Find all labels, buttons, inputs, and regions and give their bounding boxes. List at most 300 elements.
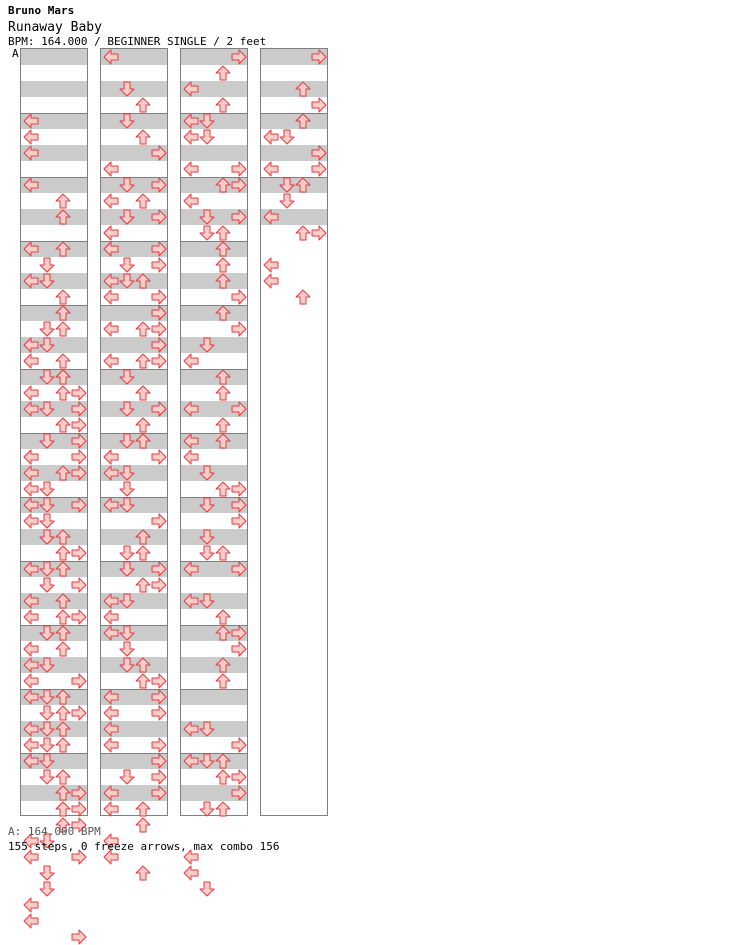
arrow-up-icon — [135, 817, 151, 833]
arrow-shape — [120, 562, 134, 576]
arrow-up-icon — [215, 625, 231, 641]
arrow-up-icon — [55, 545, 71, 561]
arrow-shape — [40, 658, 54, 672]
arrow-left-icon — [103, 161, 119, 177]
arrow-down-icon — [39, 689, 55, 705]
arrow-shape — [104, 498, 118, 512]
arrow-right-icon — [231, 513, 247, 529]
arrow-up-icon — [55, 625, 71, 641]
arrow-shape — [200, 802, 214, 816]
arrow-shape — [40, 706, 54, 720]
arrow-up-icon — [55, 241, 71, 257]
arrow-left-icon — [183, 401, 199, 417]
arrow-shape — [232, 626, 246, 640]
arrow-shape — [232, 514, 246, 528]
arrow-up-icon — [135, 97, 151, 113]
arrow-left-icon — [103, 353, 119, 369]
arrow-shape — [72, 418, 86, 432]
arrow-shape — [312, 146, 326, 160]
arrow-shape — [120, 498, 134, 512]
arrow-shape — [136, 434, 150, 448]
arrow-down-icon — [119, 273, 135, 289]
arrow-shape — [216, 434, 230, 448]
arrow-shape — [56, 530, 70, 544]
arrow-up-icon — [55, 209, 71, 225]
arrow-down-icon — [39, 401, 55, 417]
artist-name: Bruno Mars — [8, 4, 75, 17]
arrow-right-icon — [71, 801, 87, 817]
arrow-shape — [264, 258, 278, 272]
arrow-right-icon — [151, 209, 167, 225]
arrow-shape — [152, 786, 166, 800]
arrow-shape — [152, 322, 166, 336]
arrow-shape — [120, 370, 134, 384]
arrow-shape — [56, 306, 70, 320]
arrow-right-icon — [231, 785, 247, 801]
arrow-shape — [24, 274, 38, 288]
arrow-down-icon — [39, 705, 55, 721]
arrow-up-icon — [135, 577, 151, 593]
arrow-left-icon — [23, 593, 39, 609]
arrow-shape — [184, 194, 198, 208]
arrow-up-icon — [135, 433, 151, 449]
arrow-shape — [104, 594, 118, 608]
arrow-left-icon — [183, 433, 199, 449]
arrow-left-icon — [183, 113, 199, 129]
arrow-up-icon — [55, 529, 71, 545]
arrow-shape — [152, 738, 166, 752]
arrow-shape — [120, 594, 134, 608]
arrow-right-icon — [311, 97, 327, 113]
arrow-right-icon — [71, 673, 87, 689]
arrow-left-icon — [183, 753, 199, 769]
arrow-shape — [216, 802, 230, 816]
arrow-shape — [136, 418, 150, 432]
arrow-shape — [24, 610, 38, 624]
arrow-left-icon — [23, 385, 39, 401]
arrow-up-icon — [55, 417, 71, 433]
arrow-left-icon — [23, 673, 39, 689]
arrow-up-icon — [215, 273, 231, 289]
arrow-down-icon — [39, 321, 55, 337]
arrow-down-icon — [199, 529, 215, 545]
arrow-shape — [184, 562, 198, 576]
arrow-shape — [152, 258, 166, 272]
arrow-shape — [136, 322, 150, 336]
arrow-shape — [264, 162, 278, 176]
arrow-right-icon — [311, 225, 327, 241]
beat-band — [21, 305, 87, 321]
arrow-shape — [40, 402, 54, 416]
arrow-up-icon — [215, 801, 231, 817]
arrow-up-icon — [55, 801, 71, 817]
arrow-right-icon — [231, 161, 247, 177]
measure-line — [261, 113, 327, 114]
arrow-shape — [152, 770, 166, 784]
arrow-shape — [216, 770, 230, 784]
arrow-shape — [216, 370, 230, 384]
arrow-shape — [152, 674, 166, 688]
arrow-shape — [24, 514, 38, 528]
arrow-shape — [136, 546, 150, 560]
arrow-left-icon — [263, 209, 279, 225]
arrow-shape — [136, 130, 150, 144]
arrow-down-icon — [119, 465, 135, 481]
arrow-shape — [104, 466, 118, 480]
arrow-shape — [200, 498, 214, 512]
arrow-shape — [152, 306, 166, 320]
arrow-shape — [200, 546, 214, 560]
arrow-shape — [24, 674, 38, 688]
arrow-shape — [24, 242, 38, 256]
arrow-shape — [232, 642, 246, 656]
arrow-right-icon — [71, 417, 87, 433]
arrow-shape — [24, 386, 38, 400]
arrow-shape — [232, 50, 246, 64]
arrow-shape — [120, 274, 134, 288]
arrow-up-icon — [55, 385, 71, 401]
arrow-up-icon — [55, 769, 71, 785]
arrow-up-icon — [55, 705, 71, 721]
arrow-left-icon — [103, 785, 119, 801]
arrow-shape — [184, 402, 198, 416]
arrow-up-icon — [135, 353, 151, 369]
arrow-shape — [104, 274, 118, 288]
arrow-up-icon — [215, 369, 231, 385]
arrow-shape — [152, 578, 166, 592]
arrow-shape — [72, 386, 86, 400]
arrow-left-icon — [183, 865, 199, 881]
arrow-left-icon — [23, 273, 39, 289]
arrow-down-icon — [119, 545, 135, 561]
arrow-left-icon — [103, 193, 119, 209]
arrow-shape — [184, 866, 198, 880]
chart-column-1 — [20, 48, 88, 816]
arrow-shape — [40, 866, 54, 880]
arrow-shape — [104, 706, 118, 720]
arrow-shape — [24, 354, 38, 368]
arrow-shape — [40, 754, 54, 768]
arrow-down-icon — [39, 881, 55, 897]
arrow-left-icon — [23, 353, 39, 369]
step-summary: 155 steps, 0 freeze arrows, max combo 156 — [8, 840, 280, 853]
arrow-shape — [72, 402, 86, 416]
arrow-shape — [216, 754, 230, 768]
arrow-left-icon — [103, 625, 119, 641]
arrow-left-icon — [263, 257, 279, 273]
arrow-shape — [184, 594, 198, 608]
arrow-left-icon — [103, 721, 119, 737]
arrow-shape — [312, 50, 326, 64]
arrow-shape — [200, 130, 214, 144]
chart-column-3 — [180, 48, 248, 816]
arrow-shape — [24, 178, 38, 192]
bpm-legend: A: 164.000 BPM — [8, 825, 101, 838]
arrow-right-icon — [311, 161, 327, 177]
arrow-shape — [56, 594, 70, 608]
arrow-shape — [56, 802, 70, 816]
arrow-shape — [56, 642, 70, 656]
arrow-right-icon — [231, 641, 247, 657]
arrow-right-icon — [151, 321, 167, 337]
arrow-shape — [152, 690, 166, 704]
arrow-shape — [40, 722, 54, 736]
arrow-right-icon — [231, 625, 247, 641]
arrow-left-icon — [263, 129, 279, 145]
arrow-right-icon — [231, 49, 247, 65]
arrow-down-icon — [39, 737, 55, 753]
arrow-down-icon — [119, 561, 135, 577]
arrow-shape — [40, 434, 54, 448]
arrow-down-icon — [39, 577, 55, 593]
measure-line — [181, 241, 247, 242]
arrow-up-icon — [55, 721, 71, 737]
arrow-right-icon — [151, 353, 167, 369]
arrow-shape — [152, 290, 166, 304]
arrow-left-icon — [23, 657, 39, 673]
arrow-shape — [24, 482, 38, 496]
arrow-shape — [296, 178, 310, 192]
arrow-left-icon — [23, 481, 39, 497]
arrow-shape — [136, 658, 150, 672]
arrow-shape — [264, 130, 278, 144]
arrow-left-icon — [23, 721, 39, 737]
arrow-shape — [104, 226, 118, 240]
arrow-up-icon — [135, 129, 151, 145]
arrow-shape — [136, 274, 150, 288]
arrow-down-icon — [39, 865, 55, 881]
arrow-shape — [216, 306, 230, 320]
arrow-up-icon — [215, 673, 231, 689]
arrow-shape — [136, 354, 150, 368]
arrow-right-icon — [231, 401, 247, 417]
measure-line — [21, 305, 87, 306]
arrow-shape — [56, 690, 70, 704]
arrow-left-icon — [103, 609, 119, 625]
arrow-right-icon — [151, 769, 167, 785]
arrow-shape — [72, 802, 86, 816]
arrow-shape — [104, 802, 118, 816]
arrow-up-icon — [55, 353, 71, 369]
arrow-up-icon — [135, 321, 151, 337]
arrow-up-icon — [55, 465, 71, 481]
arrow-right-icon — [151, 289, 167, 305]
arrow-up-icon — [135, 385, 151, 401]
arrow-shape — [40, 770, 54, 784]
arrow-right-icon — [231, 497, 247, 513]
arrow-right-icon — [231, 209, 247, 225]
arrow-right-icon — [231, 737, 247, 753]
arrow-down-icon — [119, 657, 135, 673]
arrow-right-icon — [151, 737, 167, 753]
arrow-shape — [232, 770, 246, 784]
arrow-shape — [72, 930, 86, 944]
arrow-up-icon — [55, 609, 71, 625]
arrow-shape — [120, 210, 134, 224]
arrow-shape — [152, 754, 166, 768]
arrow-shape — [104, 322, 118, 336]
arrow-down-icon — [39, 657, 55, 673]
arrow-left-icon — [23, 897, 39, 913]
arrow-right-icon — [231, 481, 247, 497]
beat-band — [21, 81, 87, 97]
arrow-shape — [56, 354, 70, 368]
arrow-up-icon — [55, 305, 71, 321]
arrow-left-icon — [183, 81, 199, 97]
arrow-shape — [152, 450, 166, 464]
arrow-shape — [72, 786, 86, 800]
arrow-up-icon — [215, 65, 231, 81]
arrow-left-icon — [183, 593, 199, 609]
arrow-down-icon — [39, 625, 55, 641]
bpm-marker: A — [12, 47, 19, 60]
arrow-shape — [184, 354, 198, 368]
arrow-shape — [184, 130, 198, 144]
arrow-shape — [120, 258, 134, 272]
arrow-shape — [56, 610, 70, 624]
arrow-left-icon — [23, 689, 39, 705]
beat-band — [21, 49, 87, 65]
arrow-down-icon — [199, 497, 215, 513]
arrow-up-icon — [55, 641, 71, 657]
chart-meta: BPM: 164.000 / BEGINNER SINGLE / 2 feet — [8, 35, 267, 48]
arrow-down-icon — [119, 593, 135, 609]
arrow-right-icon — [151, 145, 167, 161]
arrow-shape — [40, 578, 54, 592]
arrow-up-icon — [135, 545, 151, 561]
beat-band — [181, 305, 247, 321]
arrow-shape — [104, 626, 118, 640]
arrow-shape — [24, 642, 38, 656]
arrow-down-icon — [199, 225, 215, 241]
arrow-left-icon — [23, 337, 39, 353]
arrow-left-icon — [103, 321, 119, 337]
arrow-shape — [24, 146, 38, 160]
arrow-shape — [40, 322, 54, 336]
arrow-down-icon — [39, 513, 55, 529]
arrow-shape — [24, 754, 38, 768]
arrow-left-icon — [23, 241, 39, 257]
arrow-left-icon — [23, 913, 39, 929]
arrow-left-icon — [23, 145, 39, 161]
arrow-shape — [184, 82, 198, 96]
arrow-shape — [72, 434, 86, 448]
arrow-shape — [136, 802, 150, 816]
arrow-down-icon — [39, 753, 55, 769]
arrow-shape — [184, 722, 198, 736]
arrow-up-icon — [215, 433, 231, 449]
arrow-left-icon — [263, 161, 279, 177]
arrow-shape — [24, 722, 38, 736]
arrow-up-icon — [215, 417, 231, 433]
arrow-right-icon — [151, 513, 167, 529]
arrow-shape — [216, 418, 230, 432]
arrow-shape — [280, 194, 294, 208]
arrow-shape — [56, 210, 70, 224]
arrow-right-icon — [231, 561, 247, 577]
arrow-shape — [40, 482, 54, 496]
arrow-up-icon — [215, 609, 231, 625]
arrow-right-icon — [151, 241, 167, 257]
arrow-up-icon — [135, 529, 151, 545]
arrow-shape — [24, 738, 38, 752]
arrow-right-icon — [151, 257, 167, 273]
arrow-right-icon — [311, 49, 327, 65]
arrow-down-icon — [279, 177, 295, 193]
arrow-up-icon — [135, 417, 151, 433]
arrow-shape — [56, 738, 70, 752]
arrow-left-icon — [183, 721, 199, 737]
arrow-shape — [120, 402, 134, 416]
arrow-shape — [104, 786, 118, 800]
arrow-shape — [232, 290, 246, 304]
arrow-shape — [200, 594, 214, 608]
arrow-shape — [264, 274, 278, 288]
arrow-down-icon — [119, 625, 135, 641]
arrow-shape — [232, 738, 246, 752]
beat-band — [261, 113, 327, 129]
arrow-shape — [296, 82, 310, 96]
arrow-down-icon — [199, 129, 215, 145]
arrow-shape — [216, 274, 230, 288]
arrow-shape — [232, 482, 246, 496]
arrow-up-icon — [215, 225, 231, 241]
arrow-left-icon — [103, 689, 119, 705]
arrow-shape — [56, 546, 70, 560]
arrow-shape — [104, 450, 118, 464]
arrow-shape — [56, 562, 70, 576]
arrow-shape — [120, 114, 134, 128]
arrow-shape — [24, 130, 38, 144]
arrow-shape — [120, 82, 134, 96]
arrow-up-icon — [215, 481, 231, 497]
arrow-up-icon — [215, 305, 231, 321]
arrow-shape — [24, 450, 38, 464]
arrow-up-icon — [55, 321, 71, 337]
arrow-shape — [56, 466, 70, 480]
arrow-up-icon — [55, 737, 71, 753]
arrow-down-icon — [119, 81, 135, 97]
arrow-up-icon — [135, 673, 151, 689]
arrow-left-icon — [23, 465, 39, 481]
arrow-down-icon — [39, 529, 55, 545]
beat-band — [261, 81, 327, 97]
arrow-left-icon — [23, 737, 39, 753]
arrow-down-icon — [199, 801, 215, 817]
arrow-shape — [232, 178, 246, 192]
arrow-up-icon — [215, 769, 231, 785]
arrow-left-icon — [23, 497, 39, 513]
arrow-left-icon — [103, 465, 119, 481]
arrow-left-icon — [103, 801, 119, 817]
arrow-down-icon — [39, 433, 55, 449]
arrow-down-icon — [199, 545, 215, 561]
arrow-shape — [40, 530, 54, 544]
arrow-down-icon — [39, 369, 55, 385]
arrow-shape — [40, 562, 54, 576]
arrow-left-icon — [23, 113, 39, 129]
arrow-shape — [40, 882, 54, 896]
arrow-down-icon — [119, 481, 135, 497]
arrow-shape — [56, 386, 70, 400]
arrow-left-icon — [103, 289, 119, 305]
arrow-shape — [136, 386, 150, 400]
arrow-shape — [184, 434, 198, 448]
arrow-right-icon — [151, 449, 167, 465]
arrow-up-icon — [215, 257, 231, 273]
arrow-down-icon — [39, 497, 55, 513]
arrow-shape — [72, 466, 86, 480]
